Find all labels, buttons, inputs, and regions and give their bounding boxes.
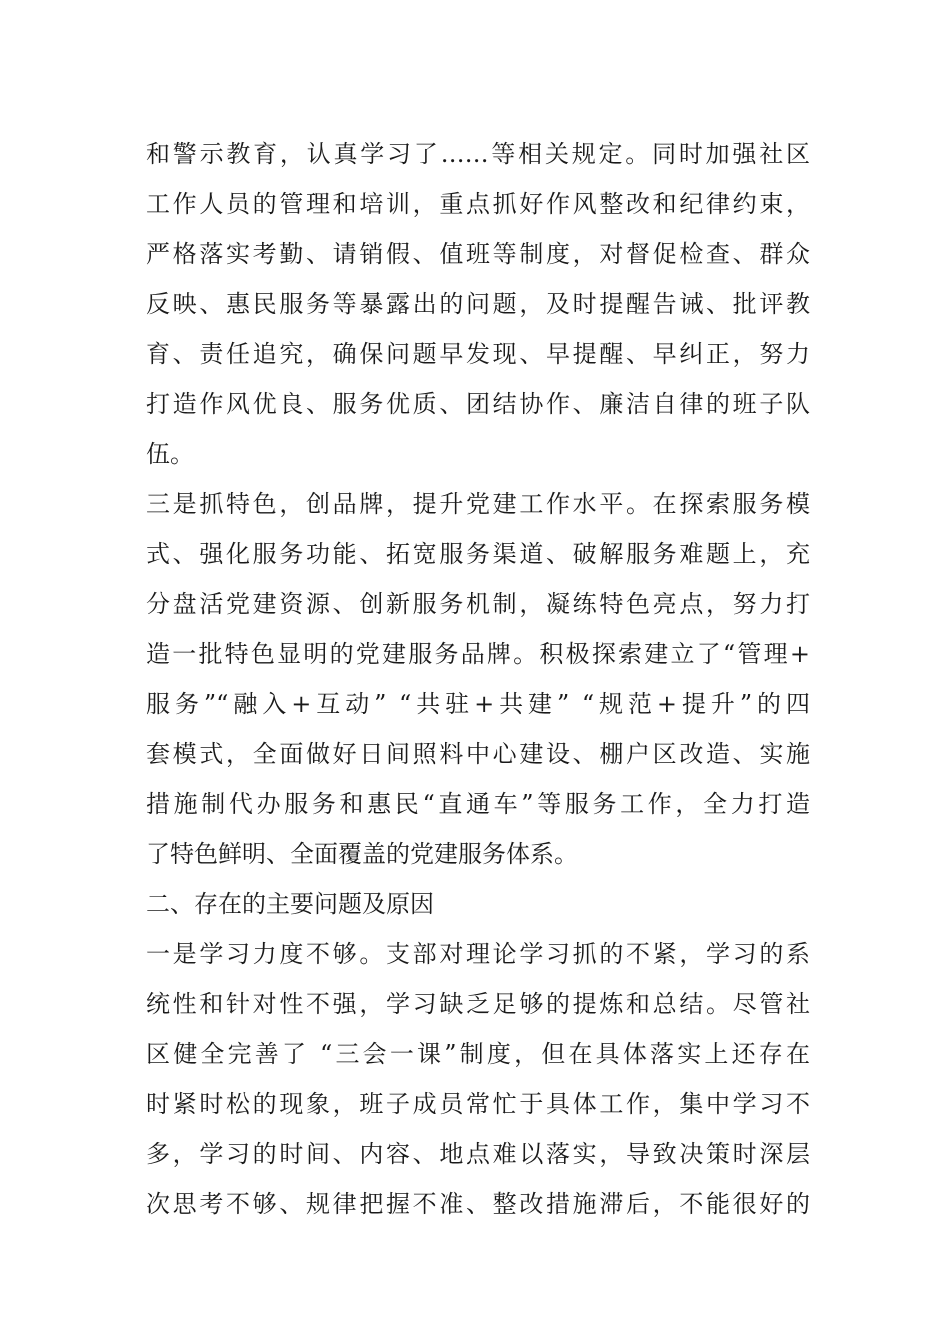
text-line-13: 套模式，全面做好日间照料中心建设、棚户区改造、实施 — [146, 740, 810, 768]
text-line-14: 措施制代办服务和惠民“直通车”等服务工作，全力打造 — [146, 790, 810, 818]
text-line-4: 反映、惠民服务等暴露出的问题，及时提醒告诫、批评教 — [146, 290, 810, 318]
text-line-2: 工作人员的管理和培训，重点抓好作风整改和纪律约束， — [146, 190, 810, 218]
text-line-18: 统性和针对性不强，学习缺乏足够的提炼和总结。尽管社 — [146, 990, 810, 1018]
text-line-19: 区健全完善了 “三会一课”制度，但在具体落实上还存在 — [146, 1040, 810, 1068]
text-line-6: 打造作风优良、服务优质、团结协作、廉洁自律的班子队 — [146, 390, 810, 418]
text-line-22: 次思考不够、规律把握不准、整改措施滞后，不能很好的 — [146, 1190, 810, 1218]
document-body — [146, 129, 810, 1229]
text-line-9: 式、强化服务功能、拓宽服务渠道、破解服务难题上，充 — [146, 540, 810, 568]
text-line-3: 严格落实考勤、请销假、值班等制度，对督促检查、群众 — [146, 240, 810, 268]
text-line-8: 三是抓特色，创品牌，提升党建工作水平。在探索服务模 — [146, 490, 810, 518]
text-line-12: 服务”“融入+互动” “共驻+共建” “规范+提升”的四 — [146, 690, 810, 718]
text-line-20: 时紧时松的现象，班子成员常忙于具体工作，集中学习不 — [146, 1090, 810, 1118]
text-line-10: 分盘活党建资源、创新服务机制，凝练特色亮点，努力打 — [146, 590, 810, 618]
text-line-11: 造一批特色显明的党建服务品牌。积极探索建立了“管理+ — [146, 640, 810, 668]
text-line-17: 一是学习力度不够。支部对理论学习抓的不紧，学习的系 — [146, 940, 810, 968]
text-line-15: 了特色鲜明、全面覆盖的党建服务体系。 — [146, 840, 578, 868]
text-line-5: 育、责任追究，确保问题早发现、早提醒、早纠正，努力 — [146, 340, 810, 368]
section-heading: 二、存在的主要问题及原因 — [146, 890, 434, 918]
text-line-1: 和警示教育，认真学习了……等相关规定。同时加强社区 — [146, 140, 810, 168]
text-line-21: 多，学习的时间、内容、地点难以落实，导致决策时深层 — [146, 1140, 810, 1168]
text-line-7: 伍。 — [146, 440, 194, 468]
